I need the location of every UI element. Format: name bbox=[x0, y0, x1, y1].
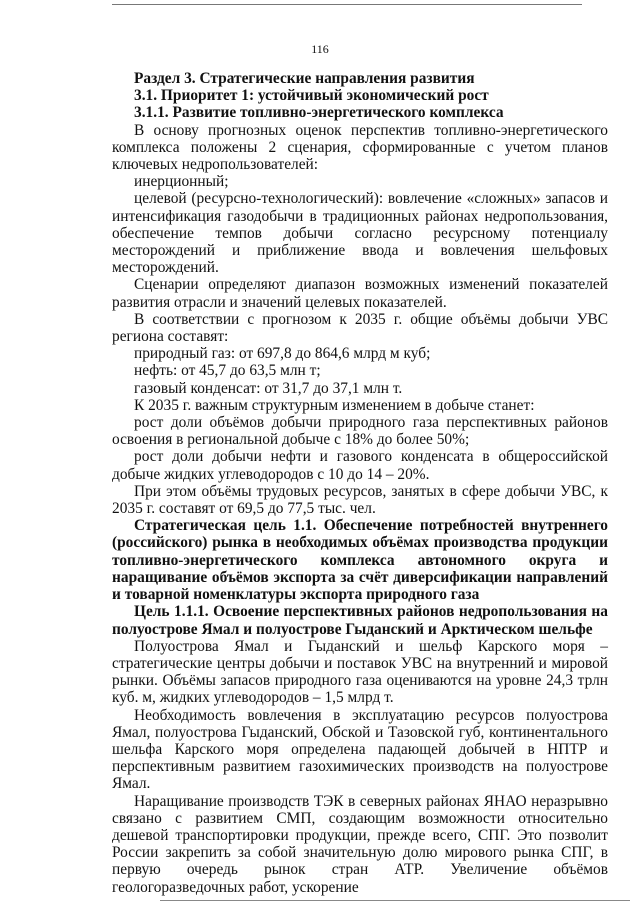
list-item: целевой (ресурсно-технологический): вовлечение «сложных» запасов и интенсификация газодобычи в традиционных районах недропользования, обеспечение темпов добычи согласно ресурсному потенциалу месторождений и приближение ввода и вовлечения шельфовых месторождений. bbox=[112, 190, 608, 277]
paragraph: Сценарии определяют диапазон возможных изменений показателей развития отрасли и значений целевых показателей. bbox=[112, 276, 608, 311]
strategic-goal-heading: Стратегическая цель 1.1. Обеспечение потребностей внутреннего (российского) рынка в необходимых объёмах производства продукции топливно-энергетического комплекса автономного округа и наращивание объёмов экспорта за счёт диверсификации направлений и товарной номенклатуры экспорта природного газа bbox=[112, 517, 608, 604]
paragraph: При этом объёмы трудовых ресурсов, занятых в сфере добычи УВС, к 2035 г. составят от 69,5 до 77,5 тыс. чел. bbox=[112, 482, 608, 518]
goal-heading: Цель 1.1.1. Освоение перспективных районов недропользования на полуострове Ямал и полуострове Гыданский и Арктическом шельфе bbox=[112, 603, 608, 638]
list-item: рост доли объёмов добычи природного газа перспективных районов освоения в региональной добыче с 18% до более 50%; bbox=[112, 414, 608, 449]
paragraph: В основу прогнозных оценок перспектив топливно-энергетического комплекса положены 2 сценария, сформированные с учетом планов ключевых недропользователей: bbox=[112, 121, 608, 174]
list-item: газовый конденсат: от 31,7 до 37,1 млн т. bbox=[134, 379, 403, 397]
priority-heading: 3.1. Приоритет 1: устойчивый экономический рост bbox=[134, 87, 489, 105]
page-number: 116 bbox=[311, 42, 329, 56]
paragraph: В соответствии с прогнозом к 2035 г. общие объёмы добычи УВС региона составят: bbox=[112, 310, 608, 346]
paragraph: Полуострова Ямал и Гыданский и шельф Карского моря – стратегические центры добычи и поставок УВС на внутренний и мировой рынки. Объёмы запасов природного газа оцениваются на уровне 24,3 трлн куб. м, жидких углеводородов – 1,5 млрд т. bbox=[112, 637, 608, 707]
document-body bbox=[112, 70, 608, 896]
paragraph: Необходимость вовлечения в эксплуатацию ресурсов полуострова Ямал, полуострова Гыданский, Обской и Тазовской губ, континентального шельфа Карского моря определена падающей добычей в НПТР и перспективным развитием газохимических производств на полуострове Ямал. bbox=[112, 706, 608, 793]
list-item: рост доли добычи нефти и газового конденсата в общероссийской добыче жидких углеводородов с 10 до 14 – 20%. bbox=[112, 448, 608, 483]
list-item: природный газ: от 697,8 до 864,6 млрд м куб; bbox=[134, 345, 431, 363]
paragraph: К 2035 г. важным структурным изменением в добыче станет: bbox=[134, 396, 535, 414]
section-heading: Раздел 3. Стратегические направления развития bbox=[134, 70, 475, 87]
subsection-heading: 3.1.1. Развитие топливно-энергетического комплекса bbox=[134, 104, 504, 122]
list-item: инерционный; bbox=[134, 173, 229, 191]
scan-bottom-rule bbox=[160, 900, 630, 901]
scan-top-rule bbox=[112, 4, 582, 5]
paragraph: Наращивание производств ТЭК в северных районах ЯНАО неразрывно связано с развитием СМП, создающим возможности относительно дешевой транспортировки продукции, прежде всего, СПГ. Это позволит России закрепить за собой значительную долю мирового рынка СПГ, в первую очередь рынок стран АТР. Увеличение объёмов геологоразведочных работ, ускорение bbox=[112, 792, 608, 896]
list-item: нефть: от 45,7 до 63,5 млн т; bbox=[134, 362, 321, 380]
